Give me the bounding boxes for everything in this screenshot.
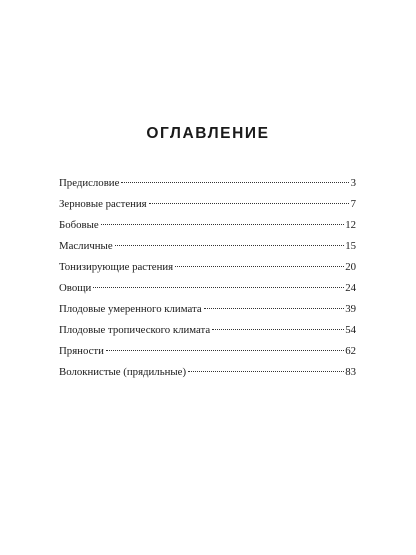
toc-page-number: 7 [350,198,356,210]
toc-entry-label: Плодовые тропического климата [59,324,211,336]
toc-entry-label: Плодовые умеренного климата [59,303,202,315]
toc-page-number: 20 [345,261,356,273]
toc-entry [59,341,356,362]
toc-page-number: 83 [345,366,356,378]
dot-leader [188,371,344,372]
toc-page-number: 3 [350,177,356,189]
toc-entry [59,278,356,299]
dot-leader [204,308,345,309]
dot-leader [175,266,344,267]
dot-leader [93,287,344,288]
dot-leader [212,329,344,330]
toc-entry-label: Предисловие [59,177,120,189]
toc-entry [59,320,356,341]
toc-page-number: 12 [345,219,356,231]
toc-entry [59,215,356,236]
toc-entry-label: Зерновые растения [59,198,147,210]
toc-entry [59,362,356,383]
toc-entry [59,194,356,215]
toc-page-number: 39 [345,303,356,315]
toc-page-number: 54 [345,324,356,336]
toc-entry [59,299,356,320]
dot-leader [115,245,345,246]
toc-page-number: 62 [345,345,356,357]
toc-entry-label: Пряности [59,345,104,357]
page-title: ОГЛАВЛЕНИЕ [146,125,270,142]
toc-entry-label: Бобовые [59,219,99,231]
toc-entry [59,173,356,194]
toc-entry [59,236,356,257]
toc-entry-label: Тонизирующие растения [59,261,174,273]
toc-page-number: 15 [345,240,356,252]
dot-leader [121,182,349,183]
toc-page-number: 24 [345,282,356,294]
toc-entry-label: Масличные [59,240,113,252]
dot-leader [149,203,349,204]
dot-leader [101,224,345,225]
toc-entry-label: Овощи [59,282,92,294]
table-of-contents [59,173,356,383]
toc-entry-label: Волокнистые (прядильные) [59,366,187,378]
dot-leader [106,350,344,351]
toc-entry [59,257,356,278]
